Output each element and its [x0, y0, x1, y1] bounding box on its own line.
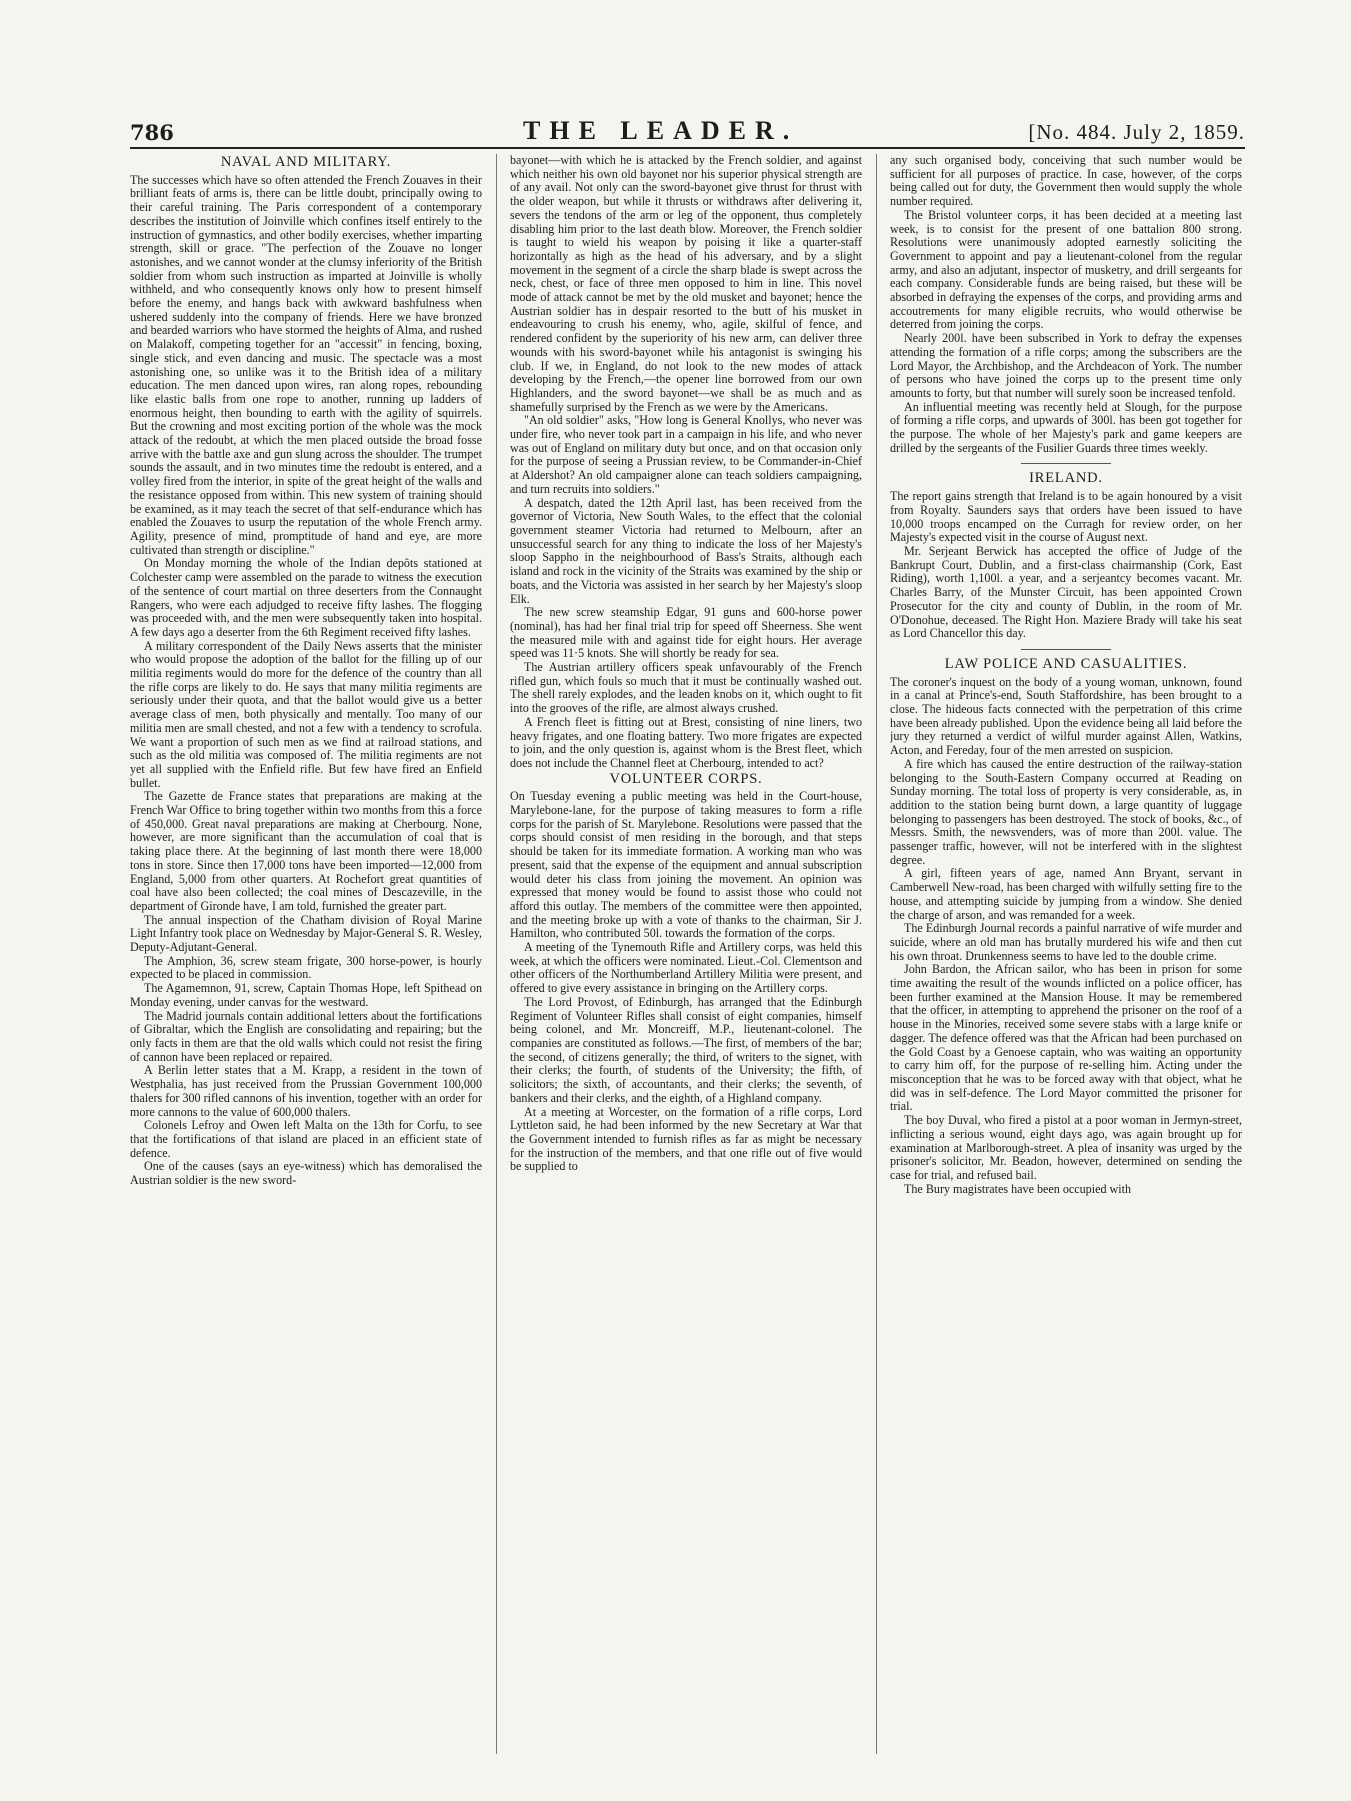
section-heading-ireland: IRELAND. [1029, 470, 1103, 487]
paragraph: The new screw steamship Edgar, 91 guns and 600-horse power (nominal), has had her final trial trip for speed off Sheerness. She went the measured mile with and against tide for eight hours. Her average speed was 11·5 knots. She will shortly be ready for sea. [510, 605, 862, 661]
paragraph: On Monday morning the whole of the Indian depôts stationed at Colchester camp were assembled on the parade to witness the execution of the sentence of court martial on three deserters from the Connaught Rangers, who were each adjudged to receive fifty lashes. The flogging was proceeded with, and the men were subsequently taken into hospital. A few days ago a deserter from the 6th Regiment received fifty lashes. [130, 556, 482, 639]
paragraph: "An old soldier" asks, "How long is General Knollys, who never was under fire, who never took part in a campaign in his life, and who never was out of England on military duty but once, and on that occasion only for the purpose of seeing a Prussian review, to be Commander-in-Chief at Aldershot? An old campaigner alone can teach soldiers campaigning, and turn recruits into soldiers." [510, 413, 862, 496]
paragraph: The annual inspection of the Chatham division of Royal Marine Light Infantry took place on Wednesday by Major-General S. R. Wesley, Deputy-Adjutant-General. [130, 912, 482, 955]
paragraph: An influential meeting was recently held at Slough, for the purpose of forming a rifle corps, and upwards of 300l. has been got together for the purpose. The whole of her Majesty's park and game keepers are drilled by the sergeants of the Fusilier Guards three times weekly. [890, 399, 1242, 455]
paragraph: On Tuesday evening a public meeting was held in the Court-house, Marylebone-lane, for the purpose of taking measures to form a rifle corps for the parish of St. Marylebone. Resolutions were passed that the corps should consist of men residing in the borough, and that steps should be taken for its immediate formation. A working man who was present, said that the expense of the equipment and annual subscription would deter his class from joining the movement. An opinion was expressed that money would be found to assist those who could not afford this outlay. The members of the committee were then appointed, and the meeting broke up with a vote of thanks to the chairman, Sir J. Hamilton, who contributed 50l. towards the formation of the corps. [510, 789, 862, 941]
paragraph: A Berlin letter states that a M. Krapp, a resident in the town of Westphalia, has just received from the Prussian Government 100,000 thalers for 300 rifled cannons of his invention, together with an order for more cannons to the value of 600,000 thalers. [130, 1063, 482, 1119]
paragraph: any such organised body, conceiving that such number would be sufficient for all purposes of practice. In case, however, of the corps being called out for duty, the Government then would supply the whole number required. [890, 154, 1242, 209]
paragraph: Nearly 200l. have been subscribed in York to defray the expenses attending the formation of a rifle corps; among the subscribers are the Lord Mayor, the Archbishop, and the Archdeacon of York. The number of persons who have joined the corps up to the present time only amounts to forty, but that number will surely soon be increased tenfold. [890, 331, 1242, 400]
paragraph: A despatch, dated the 12th April last, has been received from the governor of Victoria, New South Wales, to the effect that the colonial government steamer Victoria had returned to Melbourn, after an unsuccessful search for any thing to indicate the loss of her Majesty's sloop Sappho in the neighbourhood of Bass's Straits, although each island and rock in the vicinity of the Straits was examined by the ship or boats, and the Victoria was assisted in her search by her Majesty's sloop Elk. [510, 495, 862, 606]
paragraph: The Gazette de France states that preparations are making at the French War Office to bring together within two months from this a force of 450,000. Great naval preparations are making at Cherbourg. None, however, are more significant than the accumulation of coal that is taking place there. At the beginning of last month there were 18,000 tons in store. Since then 17,000 tons have been imported—12,000 from England, 5,000 from other quarters. At Rochefort great quantities of coal have also been collected; the coal mines of Descazeville, in the department of Gironde have, I am told, furnished the greater part. [130, 789, 482, 913]
paragraph: Colonels Lefroy and Owen left Malta on the 13th for Corfu, to see that the fortifications of that island are placed in an efficient state of defence. [130, 1118, 482, 1160]
masthead-title: THE LEADER. [523, 116, 799, 145]
paragraph: A fire which has caused the entire destruction of the railway-station belonging to the South-Eastern Company occurred at Reading on Sunday morning. The total loss of property is very considerable, as, in addition to the station being burnt down, a large quantity of luggage belonging to passengers has been destroyed. The stock of books, &c., of Messrs. Smith, the newsvenders, was of more than 200l. value. The passenger traffic, however, will not be interfered with in the slightest degree. [890, 756, 1242, 867]
header-rule [130, 147, 1245, 149]
paragraph: The successes which have so often attended the French Zouaves in their brilliant feats of arms is, there can be little doubt, principally owing to their careful training. The Paris correspondent of a contemporary describes the institution of Joinville which confines itself entirely to the instruction of gymnastics, and other bodily exercises, whether imparting strength, skill or grace. "The perfection of the Zouave no longer astonishes, and we cannot wonder at the clumsy inferiority of the British soldier from whom such instruction as imparted at Joinville is wholly withheld, and who consequently knows only how to present himself before the enemy, and hangs back with awkward bashfulness when ushered suddenly into the company of friends. Here we have bronzed and bearded warriors who have stormed the heights of Alma, and rushed on Malakoff, competing together for an "accessit" in fencing, boxing, single stick, and even dancing and music. The spectacle was a most astonishing one, so unlike was it to the British idea of a military education. The men danced upon wires, ran along ropes, rebounding like elastic balls from one rope to another, running up ladders of enormous height, then bounding to earth with the agility of squirrels. But the crowning and most exciting portion of the whole was the mock attack of the redoubt, at which the men placed outside the broad fosse arrive with the battle axe and gun slung across the shoulder. The trumpet sounds the assault, and in two minutes time the redoubt is entered, and a volley fired from the interior, in spite of the great height of the walls and the resistance opposed from within. This new system of training should be examined, as it may teach the secret of that self-endurance which has enabled the Zouaves to usurp the reputation of the whole French army. Agility, presence of mind, promptitude of hand and eye, are more cultivated than strength or discipline." [130, 172, 482, 557]
paragraph: A girl, fifteen years of age, named Ann Bryant, servant in Camberwell New-road, has been charged with wilfully setting fire to the house, and attempting suicide by jumping from a window. She denied the charge of arson, and was remanded for a week. [890, 866, 1242, 922]
running-head [130, 116, 1245, 146]
paragraph: One of the causes (says an eye-witness) which has demoralised the Austrian soldier is the new sword- [130, 1159, 482, 1188]
paragraph: At a meeting at Worcester, on the formation of a rifle corps, Lord Lyttleton said, he had been informed by the new Secretary at War that the Government intended to furnish rifles as far as might be necessary for the instruction of the members, and that one rifle out of five would be supplied to [510, 1104, 862, 1174]
paragraph: The Madrid journals contain additional letters about the fortifications of Gibraltar, which the English are consolidating and repairing; but the only facts in them are that the old walls which could not resist the firing of cannon have been replaced or repaired. [130, 1008, 482, 1064]
section-rule [1021, 649, 1111, 650]
column-2 [510, 154, 862, 1754]
paragraph: bayonet—with which he is attacked by the French soldier, and against which neither his own old bayonet nor his superior physical strength are of any avail. Not only can the sword-bayonet give thrust for thrust with the older weapon, but while it thrusts or withdraws after delivering it, severs the tendons of the arm or leg of the opponent, thus completely disabling him prior to the last death blow. Moreover, the French soldier is taught to wield his weapon by poising it like a quarter-staff horizontally as high as the head of his adversary, and by a slight movement in the segment of a circle the sharp blade is swept across the neck, chest, or face of three men opposed to him in line. This novel mode of attack cannot be met by the old musket and bayonet; hence the Austrian soldier has in despair resorted to the butt of his musket in endeavouring to crush his enemy, who, agile, skilful of fence, and rendered confident by the superiority of his new arm, can deliver three wounds with his sword-bayonet while his antagonist is swinging his club. If we, in England, do not look to the new modes of attack developing by the French,—the opener line borrowed from our own Highlanders, and the sword bayonet—we shall be as much and as shamefully surprised by the French as we were by the Americans. [510, 154, 862, 414]
column-3 [890, 154, 1242, 1754]
section-heading-naval: NAVAL AND MILITARY. [220, 154, 392, 170]
paragraph: The boy Duval, who fired a pistol at a poor woman in Jermyn-street, inflicting a serious wound, eight days ago, was again brought up for examination at Marlborough-street. A plea of insanity was urged by the prisoner's solicitor, Mr. Beadon, however, determined on sending the case for trial, and refused bail. [890, 1113, 1242, 1182]
column-divider [876, 154, 877, 1754]
paragraph: A military correspondent of the Daily News asserts that the minister who would propose the adoption of the ballot for the filling up of our militia regiments would do more for the defence of the country than all the rifle corps are likely to do. He says that many militia regiments are seriously under their quota, and that the ballot would give us a better average class of men, both physically and mentally. Too many of our militia men are small chested, and not a few with a tendency to scrofula. We want a proportion of such men as we find at railroad stations, and such as the old militia was composed of. The militia regiments are not yet all supplied with the Enfield rifle. But few have fired an Enfield bullet. [130, 638, 482, 790]
paragraph: John Bardon, the African sailor, who has been in prison for some time awaiting the result of the wounds inflicted on a police officer, has been further examined at the Mansion House. It may be remembered that the officer, in attempting to apprehend the prisoner on the roof of a house in the Minories, received some severe stabs with a large knife or dagger. The defence offered was that the African had been purchased on the Gold Coast by a Genoese captain, who was waiting an opportunity to carry him off, for the purpose of re-selling him. Acting under the misconception that he was to be forced away with that object, what he did was in self-defence. The Lord Mayor committed the prisoner for trial. [890, 962, 1242, 1114]
section-rule [1021, 463, 1111, 464]
page-number: 786 [130, 120, 174, 145]
paragraph: The Amphion, 36, screw steam frigate, 300 horse-power, is hourly expected to be placed in commission. [130, 953, 482, 982]
paragraph: The Bury magistrates have been occupied with [904, 1181, 1132, 1196]
paragraph: The Austrian artillery officers speak unfavourably of the French rifled gun, which fouls so much that it must be continually washed out. The shell rarely explodes, and the leaden knobs on it, which ought to fit into the grooves of the rifle, are almost always crushed. [510, 660, 862, 716]
paragraph: The Edinburgh Journal records a painful narrative of wife murder and suicide, where an old man has brutally murdered his wife and then cut his own throat. Drunkenness seems to have led to the double crime. [890, 921, 1242, 963]
paragraph: The Agamemnon, 91, screw, Captain Thomas Hope, left Spithead on Monday evening, under canvas for the westward. [130, 981, 482, 1009]
column-divider [496, 154, 497, 1754]
section-heading-law-police: LAW POLICE AND CASUALITIES. [944, 655, 1188, 672]
paragraph: Mr. Serjeant Berwick has accepted the office of Judge of the Bankrupt Court, Dublin, and a first-class chairmanship (Cork, East Riding), worth 1,100l. a year, and a serjeantcy becomes vacant. Mr. Charles Barry, of the Munster Circuit, has been appointed Crown Prosecutor for the city and county of Dublin, in the room of Mr. O'Donohue, deceased. The Right Hon. Maziere Brady will take his seat as Lord Chancellor this day. [890, 543, 1242, 641]
section-heading-volunteer: VOLUNTEER CORPS. [609, 770, 763, 787]
paragraph: The Bristol volunteer corps, it has been decided at a meeting last week, is to consist for the present of one battalion 800 strong. Resolutions were unanimously adopted earnestly soliciting the Government to appoint and pay a lieutenant-colonel from the regular army, and also an adjutant, inspector of musketry, and drill sergeants for each company. Considerable funds are being raised, but these will be absorbed in defraying the expenses of the corps, and providing arms and accoutrements for many eligible recruits, who would otherwise be deterred from joining the corps. [890, 207, 1242, 332]
paragraph: A French fleet is fitting out at Brest, consisting of nine liners, two heavy frigates, and one floating battery. Two more frigates are expected to join, and the only question is, against whom is the Brest fleet, which does not include the Channel fleet at Cherbourg, intended to act? [510, 714, 862, 770]
column-1 [130, 154, 482, 1754]
paragraph: The coroner's inquest on the body of a young woman, unknown, found in a canal at Prince's-end, South Staffordshire, has been brought to a close. The hideous facts connected with the perpetration of this crime have been already published. Upon the evidence being all laid before the jury they returned a verdict of wilful murder against Allen, Watkins, Acton, and Fereday, four of the men arrested on suspicion. [890, 674, 1242, 758]
paragraph: The report gains strength that Ireland is to be again honoured by a visit from Royalty. Saunders says that orders have been issued to have 10,000 troops encamped on the Curragh for review order, on her Majesty's expected visit in the course of August next. [890, 489, 1242, 545]
issue-info: [No. 484. July 2, 1859. [1028, 120, 1245, 144]
paragraph: A meeting of the Tynemouth Rifle and Artillery corps, was held this week, at which the officers were nominated. Lieut.-Col. Clementson and other officers of the Northumberland Artillery Militia were present, and offered to give every assistance in bringing on the Artillery corps. [510, 940, 862, 996]
paragraph: The Lord Provost, of Edinburgh, has arranged that the Edinburgh Regiment of Volunteer Rifles shall consist of eight companies, himself being colonel, and Mr. Moncreiff, M.P., lieutenant-colonel. The companies are constituted as follows.—The first, of members of the bar; the second, of citizens generally; the third, of writers to the signet, with their clerks; the fourth, of students of the University; the fifth, of solicitors; the sixth, of accountants, and their clerks; the seventh, of bankers and their clerks, and the eighth, of a Highland company. [510, 994, 862, 1105]
article-columns [130, 154, 1248, 1754]
